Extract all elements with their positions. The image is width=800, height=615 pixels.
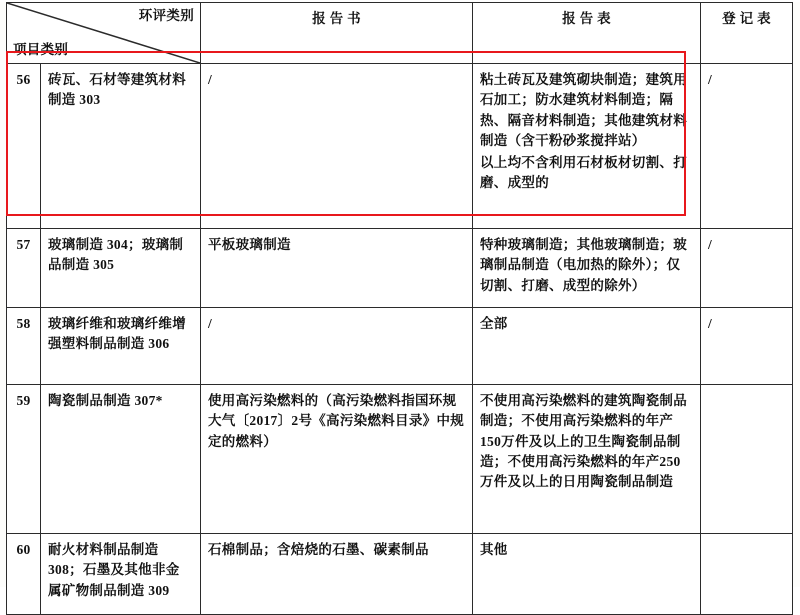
row-report-form (473, 64, 701, 229)
row-report-form (473, 229, 701, 308)
row-report-form-para: 特种玻璃制造；其他玻璃制造；玻璃制品制造（电加热的除外）；仅切割、打磨、成型的除外） (480, 237, 687, 293)
table-row (7, 64, 793, 229)
environmental-category-table (6, 2, 793, 615)
row-registration-form: / (701, 229, 793, 308)
row-index: 57 (7, 229, 41, 308)
row-registration-form: / (701, 308, 793, 385)
row-registration-form (701, 534, 793, 615)
table-row (7, 229, 793, 308)
row-report-form: 全部 (473, 308, 701, 385)
row-report-book: 石棉制品；含焙烧的石墨、碳素制品 (201, 534, 473, 615)
row-category: 耐火材料制品制造 308；石墨及其他非金属矿物制品制造 309 (41, 534, 201, 615)
header-label-project-category: 项目类别 (13, 41, 69, 57)
row-report-form-para: 粘土砖瓦及建筑砌块制造；建筑用石加工；防水建筑材料制造；隔热、隔音材料制造；其他建筑材料制造（含干粉砂浆搅拌站） (480, 72, 687, 148)
row-report-book: / (201, 64, 473, 229)
row-report-form-para: 不使用高污染燃料的建筑陶瓷制品制造；不使用高污染燃料的年产150万件及以上的卫生陶瓷制品制造；不使用高污染燃料的年产250万件及以上的日用陶瓷制品制造 (480, 393, 687, 489)
row-report-book: 使用高污染燃料的（高污染燃料指国环规大气〔2017〕2号《高污染燃料目录》中规定的燃料） (201, 385, 473, 534)
row-report-form: 其他 (473, 534, 701, 615)
row-category: 玻璃纤维和玻璃纤维增强塑料制品制造 306 (41, 308, 201, 385)
row-index: 59 (7, 385, 41, 534)
row-registration-form: / (701, 64, 793, 229)
row-category: 玻璃制造 304；玻璃制品制造 305 (41, 229, 201, 308)
row-index: 56 (7, 64, 41, 229)
row-report-book: / (201, 308, 473, 385)
row-category: 陶瓷制品制造 307* (41, 385, 201, 534)
table-row (7, 385, 793, 534)
row-report-form-para: 以上均不含利用石材板材切割、打磨、成型的 (480, 155, 687, 191)
table-header-row (7, 3, 793, 64)
table-row (7, 308, 793, 385)
header-report-form: 报 告 表 (473, 3, 701, 64)
row-category: 砖瓦、石材等建筑材料制造 303 (41, 64, 201, 229)
header-registration-form: 登 记 表 (701, 3, 793, 64)
header-label-env-category: 环评类别 (138, 8, 194, 23)
row-report-book: 平板玻璃制造 (201, 229, 473, 308)
header-report-book: 报 告 书 (201, 3, 473, 64)
row-index: 60 (7, 534, 41, 615)
row-registration-form (701, 385, 793, 534)
row-index: 58 (7, 308, 41, 385)
diagonal-header-cell (7, 3, 201, 64)
document-page (0, 2, 800, 598)
row-report-form (473, 385, 701, 534)
table-row (7, 534, 793, 615)
